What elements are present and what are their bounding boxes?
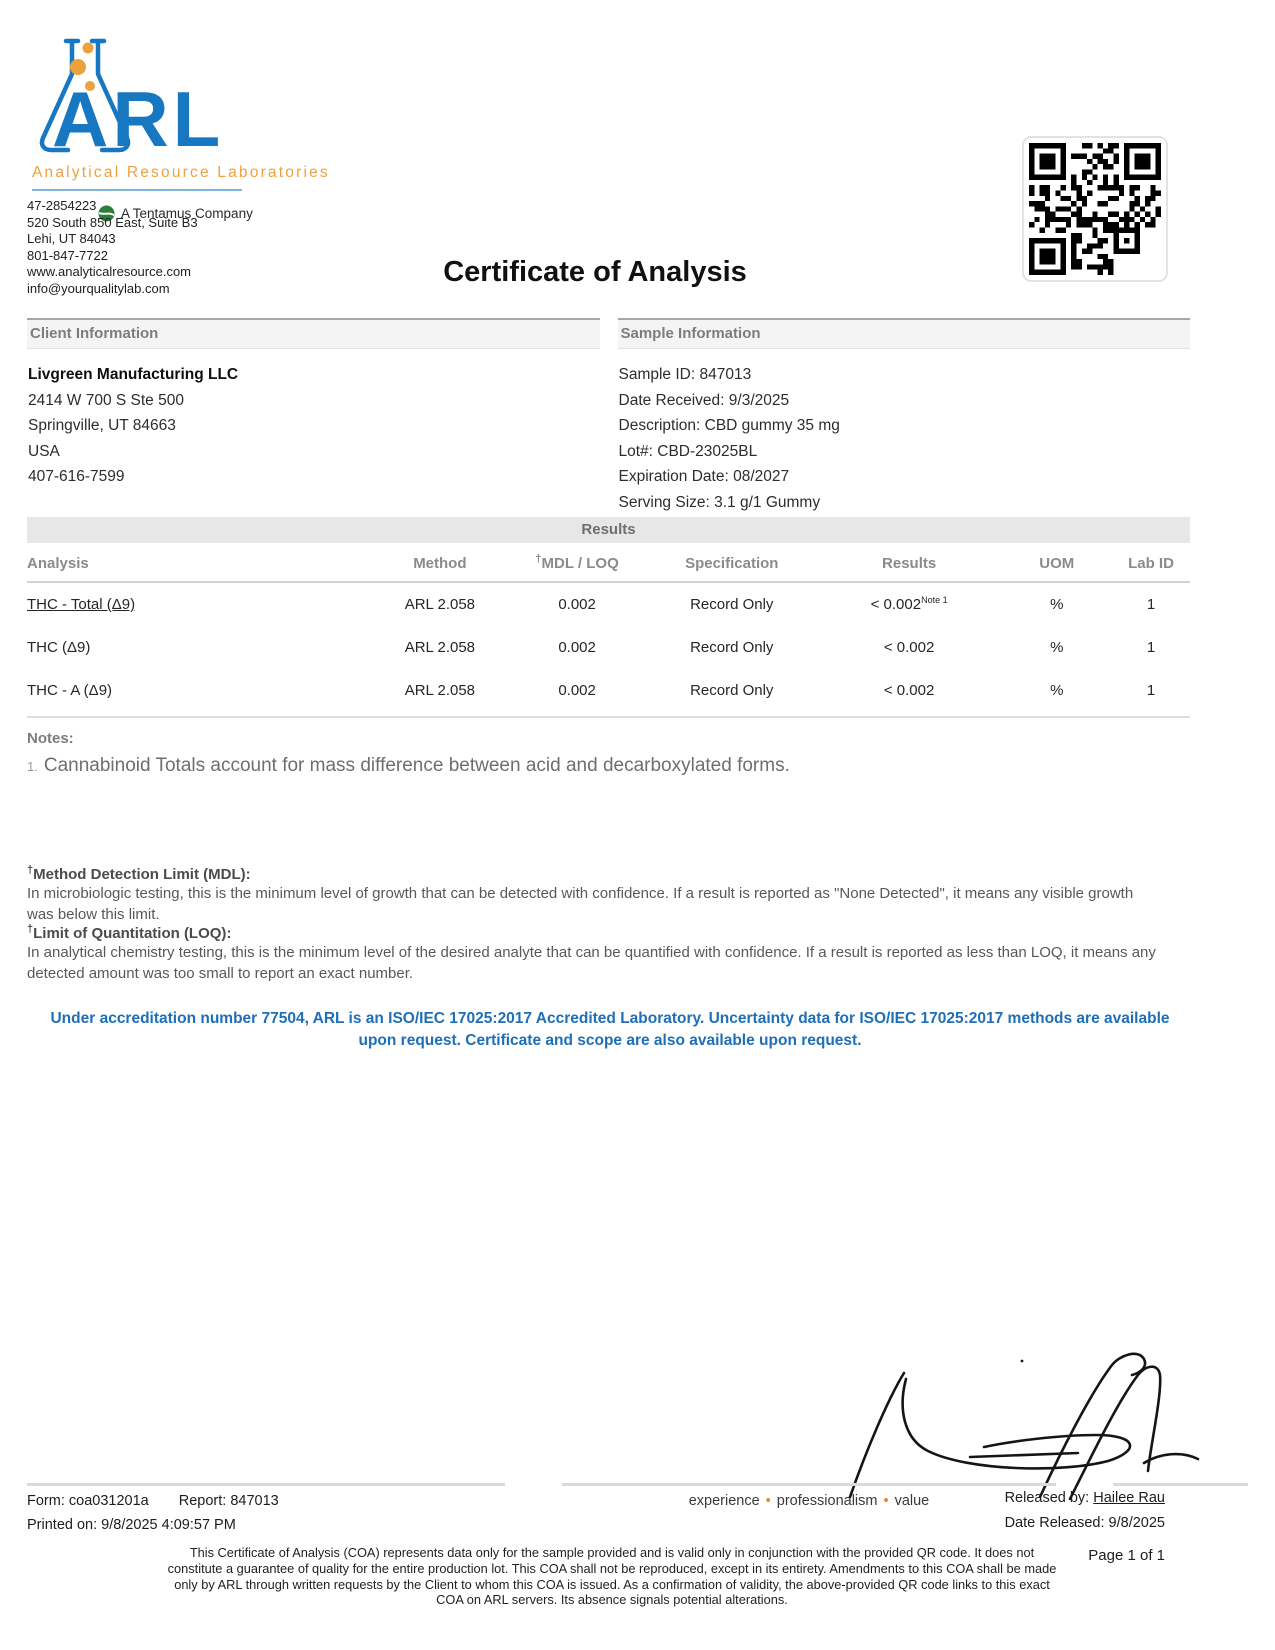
lab-website: www.analyticalresource.com [27,264,192,280]
client-information-panel [27,318,600,515]
sample-info-title: Sample Information [620,325,761,342]
sample-info-header-bar [618,318,1191,349]
loq-definition-title: †Limit of Quantitation (LOQ): [27,923,232,942]
sample-information-panel [618,318,1191,515]
client-phone: 407-616-7599 [28,468,125,485]
released-by-label: Released by: [1004,1490,1090,1506]
released-by-name: Hailee Rau [1093,1490,1165,1506]
tentamus-label: A Tentamus Company [121,206,253,221]
uom-cell: % [1050,639,1064,656]
specification-cell: Record Only [690,682,774,699]
document-header [0,0,1275,312]
info-section [27,318,1190,515]
client-info-header-bar [27,318,600,349]
coa-disclaimer: This Certificate of Analysis (COA) represents data only for the sample provided and is valid only in conjunction with the provided QR code. It does not constitute a guarantee of quality for the entire production lot. This COA shall not be reproduced, except in its entirety. Amendments to this COA shall be made only by ARL through written requests by the Client to whom this COA is issued. As a confirmation of validity, the above-provided QR code links to this exact COA on ARL servers. Its absence signals potential alterations. [167,1545,1057,1608]
sample-lot: Lot#: CBD-23025BL [618,442,758,460]
notes-section [27,730,1190,777]
results-table-header [27,543,1190,583]
col-analysis: Analysis [27,555,89,572]
specification-cell: Record Only [690,639,774,656]
dagger-mark: † [535,553,542,565]
mdl-loq-cell: 0.002 [558,682,596,699]
table-row [27,626,1190,669]
lab-phone: 801-847-7722 [27,247,108,263]
mdl-definition-text: In microbiologic testing, this is the minimum level of growth that can be detected with confidence. If a result is reported as "None Detected", it means any visible growth was below this limit. [27,885,1134,923]
lab-city: Lehi, UT 84043 [27,231,116,247]
analyte-name: THC - Total (Δ9) [27,596,136,613]
sample-description: Description: CBD gummy 35 mg [618,417,840,434]
report-number: Report: 847013 [178,1493,279,1509]
motto-word: experience [688,1493,760,1509]
dagger-mark: † [27,923,34,935]
client-address-line: Springville, UT 84663 [28,417,176,434]
notes-title: Notes: [27,730,74,747]
result-cell: < 0.002 [883,682,935,699]
motto-bullet: • [883,1493,889,1509]
motto-word: professionalism [776,1493,878,1509]
sample-serving-size: Serving Size: 3.1 g/1 Gummy [618,493,821,511]
specification-cell: Record Only [690,596,774,613]
uom-cell: % [1050,682,1064,699]
table-row [27,669,1190,712]
accreditation-statement: Under accreditation number 77504, ARL is an ISO/IEC 17025:2017 Accredited Laboratory. Uncertainty data for ISO/IEC 17025:2017 methods are available upon request. Certificate and scope are also available upon request. [50,1010,1170,1049]
method-cell: ARL 2.058 [404,639,476,656]
analyte-name: THC - A (Δ9) [27,682,113,699]
footer-left [27,1483,505,1533]
sample-date-received: Date Received: 9/3/2025 [618,391,790,409]
document-footer [27,1483,1248,1608]
mdl-loq-cell: 0.002 [558,596,596,613]
client-info-title: Client Information [30,325,159,342]
col-lab-id: Lab ID [1128,555,1174,572]
flask-icon [30,34,260,162]
analyte-name: THC (Δ9) [27,639,91,656]
col-mdl-loq: †MDL / LOQ [535,553,619,572]
method-cell: ARL 2.058 [404,682,476,699]
lab-id-cell: 1 [1146,639,1156,656]
lab-id-cell: 1 [1146,682,1156,699]
printed-timestamp: Printed on: 9/8/2025 4:09:57 PM [27,1517,236,1533]
motto-bullet: • [765,1493,771,1509]
qr-code [1022,136,1168,282]
lab-id-cell: 1 [1146,596,1156,613]
result-cell: < 0.002 [883,639,935,656]
results-table-body [27,583,1190,718]
form-number: Form: coa031201a [27,1493,149,1509]
result-note-ref: Note 1 [921,595,948,605]
sample-id: Sample ID: 847013 [618,366,752,383]
lab-license-number: 47-2854223 [27,198,97,213]
date-released: Date Released: 9/8/2025 [1004,1515,1165,1531]
results-section [27,517,1190,777]
note-text: Cannabinoid Totals account for mass difference between acid and decarboxylated forms. [43,755,790,776]
client-country: USA [28,442,60,460]
col-specification: Specification [685,555,779,572]
definitions-section [27,866,1162,984]
col-results: Results [882,555,937,572]
mdl-definition-title: †Method Detection Limit (MDL): [27,864,251,883]
page-title: Certificate of Analysis [443,256,747,288]
mdl-loq-cell: 0.002 [558,639,596,656]
footer-motto [562,1483,1056,1533]
logo-divider [32,189,242,191]
arl-flask-logo-art [30,34,260,162]
col-method: Method [413,555,467,572]
page-indicator: Page 1 of 1 [1088,1547,1165,1564]
client-name: Livgreen Manufacturing LLC [28,366,239,383]
uom-cell: % [1050,596,1064,613]
result-cell: < 0.002$^{Note 1}$ [870,595,948,613]
sample-expiration: Expiration Date: 08/2027 [618,468,790,485]
lab-email: info@yourqualitylab.com [27,280,170,296]
lab-street: 520 South 850 East, Suite B3 [27,214,198,230]
dagger-mark: † [27,864,34,876]
note-item [27,755,1190,777]
results-band-title: Results [27,517,1190,543]
loq-definition-text: In analytical chemistry testing, this is the minimum level of the desired analyte that can be quantified with confidence. If a result is reported as less than LOQ, it means any detected amount was too small to report an exact number. [27,944,1156,982]
signature-image [800,1338,1200,1500]
client-address-line: 2414 W 700 S Ste 500 [28,391,184,409]
method-cell: ARL 2.058 [404,596,476,613]
motto-word: value [894,1493,930,1509]
col-uom: UOM [1039,555,1075,572]
lab-contact-block [27,198,198,298]
table-row [27,583,1190,626]
logo-tagline: Analytical Resource Laboratories [32,164,330,181]
arl-logo [30,34,330,222]
svg-text:ARL: ARL [52,75,225,162]
note-number: 1. [27,759,38,774]
